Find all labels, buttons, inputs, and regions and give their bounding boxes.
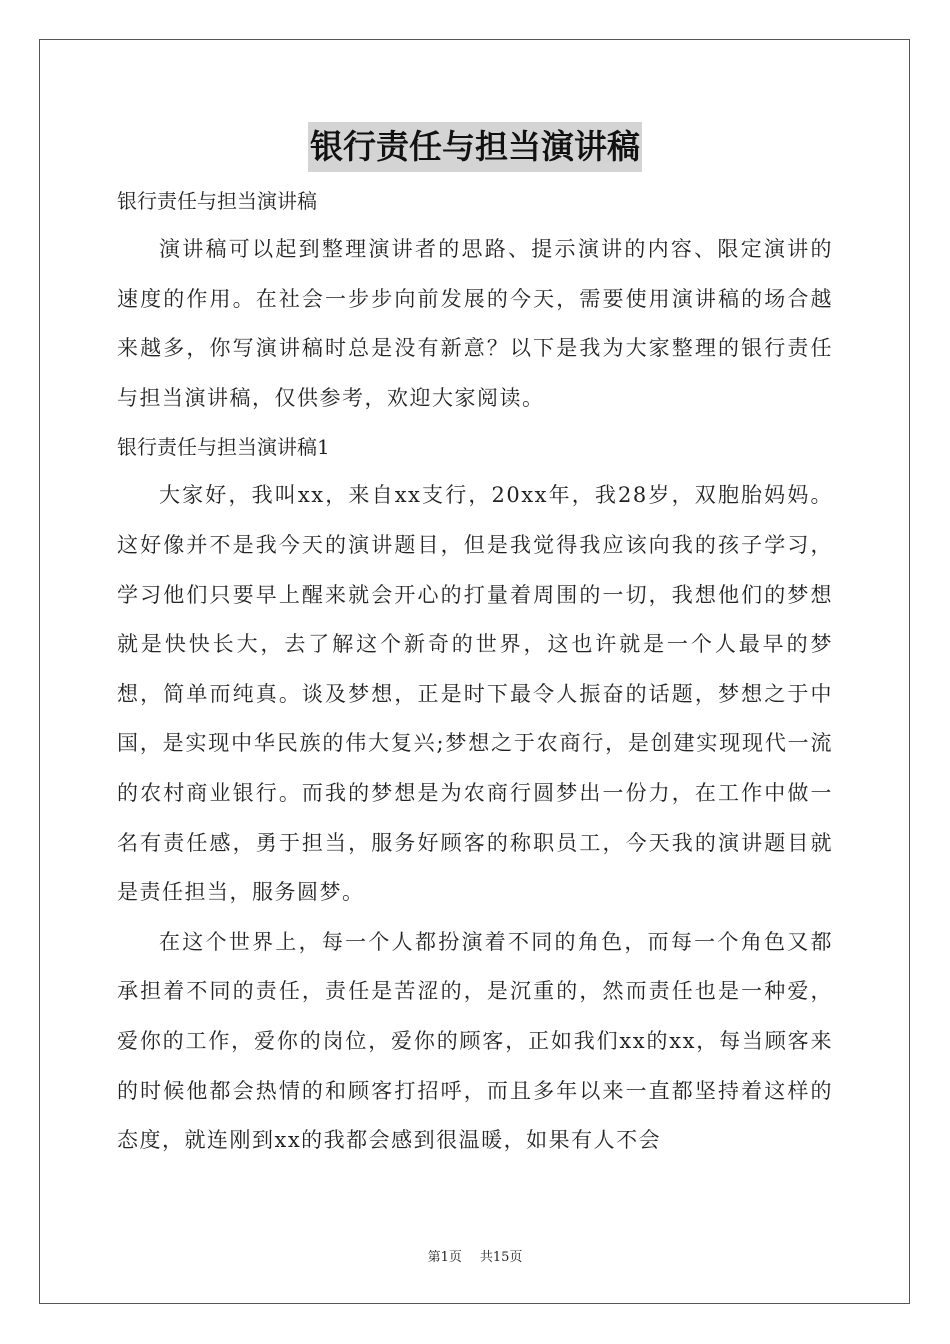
paragraph: 演讲稿可以起到整理演讲者的思路、提示演讲的内容、限定演讲的速度的作用。在社会一步步向前发展的今天，需要使用演讲稿的场合越来越多，你写演讲稿时总是没有新意？以下是我为大家整理的银行责任与担当演讲稿，仅供参考，欢迎大家阅读。 xyxy=(117,237,833,410)
paragraph: 在这个世界上，每一个人都扮演着不同的角色，而每一个角色又都承担着不同的责任，责任是苦涩的，是沉重的，然而责任也是一种爱，爱你的工作，爱你的岗位，爱你的顾客，正如我们xx的xx，每当顾客来的时候他都会热情的和顾客打招呼，而且多年以来一直都坚持着这样的态度，就连刚到xx的我都会感到很温暖，如果有人不会 xyxy=(117,929,833,1153)
title-container xyxy=(0,122,950,172)
section-heading: 银行责任与担当演讲稿1 xyxy=(117,435,330,460)
page-footer xyxy=(0,1246,950,1265)
document-body xyxy=(117,177,833,1166)
document-title: 银行责任与担当演讲稿 xyxy=(308,122,642,172)
paragraph: 大家好，我叫xx，来自xx支行，20xx年，我28岁，双胞胎妈妈。这好像并不是我今天的演讲题目，但是我觉得我应该向我的孩子学习，学习他们只要早上醒来就会开心的打量着周围的一切，我想他们的梦想就是快快长大，去了解这个新奇的世界，这也许就是一个人最早的梦想，简单而纯真。谈及梦想，正是时下最令人振奋的话题，梦想之于中国，是实现中华民族的伟大复兴;梦想之于农商行，是创建实现现代一流的农村商业银行。而我的梦想是为农商行圆梦出一份力，在工作中做一名有责任感，勇于担当，服务好顾客的称职员工，今天我的演讲题目就是责任担当，服务圆梦。 xyxy=(117,483,833,905)
section-heading: 银行责任与担当演讲稿 xyxy=(117,189,317,213)
page-number: 第1页 xyxy=(427,1250,462,1265)
page-total: 共15页 xyxy=(479,1250,523,1265)
